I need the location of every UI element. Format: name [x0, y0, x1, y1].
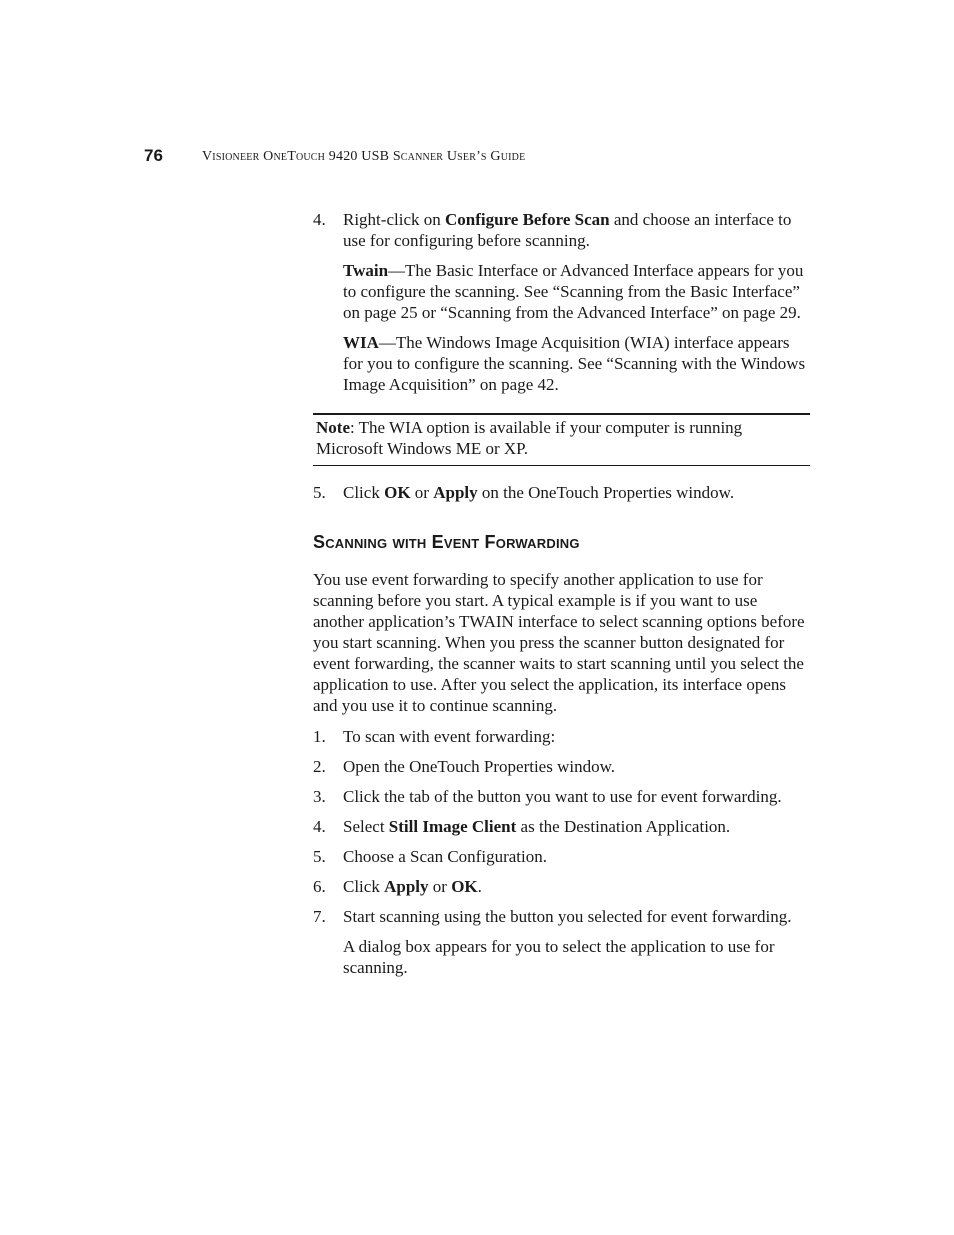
list-text: Open the OneTouch Properties window. [343, 757, 616, 776]
list-number: 5. [313, 847, 326, 866]
text-run: Right-click on [343, 210, 445, 229]
list-item [313, 906, 810, 927]
bold-term: Still Image Client [388, 817, 517, 836]
note-text: : The WIA option is available if your computer is running Microsoft Windows ME or XP. [316, 418, 743, 458]
list-number: 6. [313, 877, 326, 896]
text-run: or [428, 877, 452, 896]
list-item [313, 876, 810, 897]
list-text [343, 209, 810, 251]
step-5-apply [313, 482, 810, 503]
note-box [313, 413, 810, 466]
list-number: 7. [313, 907, 326, 926]
list-text: Click the tab of the button you want to use for event forwarding. [343, 787, 782, 806]
list-text: Start scanning using the button you selected for event forwarding. [343, 907, 792, 926]
list-text [343, 482, 810, 503]
text-run: on the OneTouch Properties window. [477, 483, 735, 502]
list-item [313, 816, 810, 837]
list-number: 3. [313, 787, 326, 806]
bold-term: Configure Before Scan [444, 210, 610, 229]
text-run: —The Basic Interface or Advanced Interface appears for you to configure the scanning. See “Scanning from the Basic Interface” on page 25 or “Scanning from the Advanced Interface” on page 29. [343, 261, 804, 322]
text-run: as the Destination Application. [516, 817, 731, 836]
page-header [144, 146, 844, 170]
step-7-followup: A dialog box appears for you to select the application to use for scanning. [343, 937, 775, 977]
list-number: 4. [313, 817, 326, 836]
wia-paragraph [343, 332, 810, 395]
twain-paragraph [343, 260, 810, 323]
list-number: 2. [313, 757, 326, 776]
text-run: —The Windows Image Acquisition (WIA) interface appears for you to configure the scanning. See “Scanning with the Windows Image Acquisition” on page 42. [343, 333, 806, 394]
step-4-configure [313, 209, 810, 251]
text-run: and choose an interface to use for configuring before scanning. [343, 210, 792, 250]
text-run: or [410, 483, 434, 502]
list-text: To scan with event forwarding: [343, 727, 556, 746]
bold-term: Twain [343, 261, 389, 280]
text-run: . [477, 877, 482, 896]
list-number: 4. [313, 210, 326, 229]
list-number: 1. [313, 727, 326, 746]
page-content [313, 209, 810, 978]
list-item [313, 846, 810, 867]
bold-term: WIA [343, 333, 379, 352]
text-run: Select [343, 817, 389, 836]
section-heading: Scanning with Event Forwarding [313, 532, 580, 552]
running-title: Visioneer OneTouch 9420 USB Scanner User’s Guide [202, 149, 526, 164]
text-run: Click [343, 483, 385, 502]
list-text [343, 876, 810, 897]
list-item [313, 726, 810, 747]
list-item [313, 756, 810, 777]
bold-term: OK [451, 877, 478, 896]
text-run: Click [343, 877, 385, 896]
bold-term: Apply [384, 877, 429, 896]
section-intro: You use event forwarding to specify another application to use for scanning before you start. A typical example is if you want to use another application’s TWAIN interface to select scanning options before you start scanning. When you press the scanner button designated for event forwarding, the scanner waits to start scanning until you select the application to use. After you select the application, its interface opens and you use it to continue scanning. [313, 570, 805, 715]
bold-term: Apply [433, 483, 478, 502]
list-number: 5. [313, 483, 326, 502]
page-number: 76 [144, 146, 163, 165]
list-item [313, 786, 810, 807]
note-label: Note [316, 418, 350, 437]
bold-term: OK [384, 483, 411, 502]
list-text: Choose a Scan Configuration. [343, 847, 547, 866]
list-text [343, 816, 810, 837]
